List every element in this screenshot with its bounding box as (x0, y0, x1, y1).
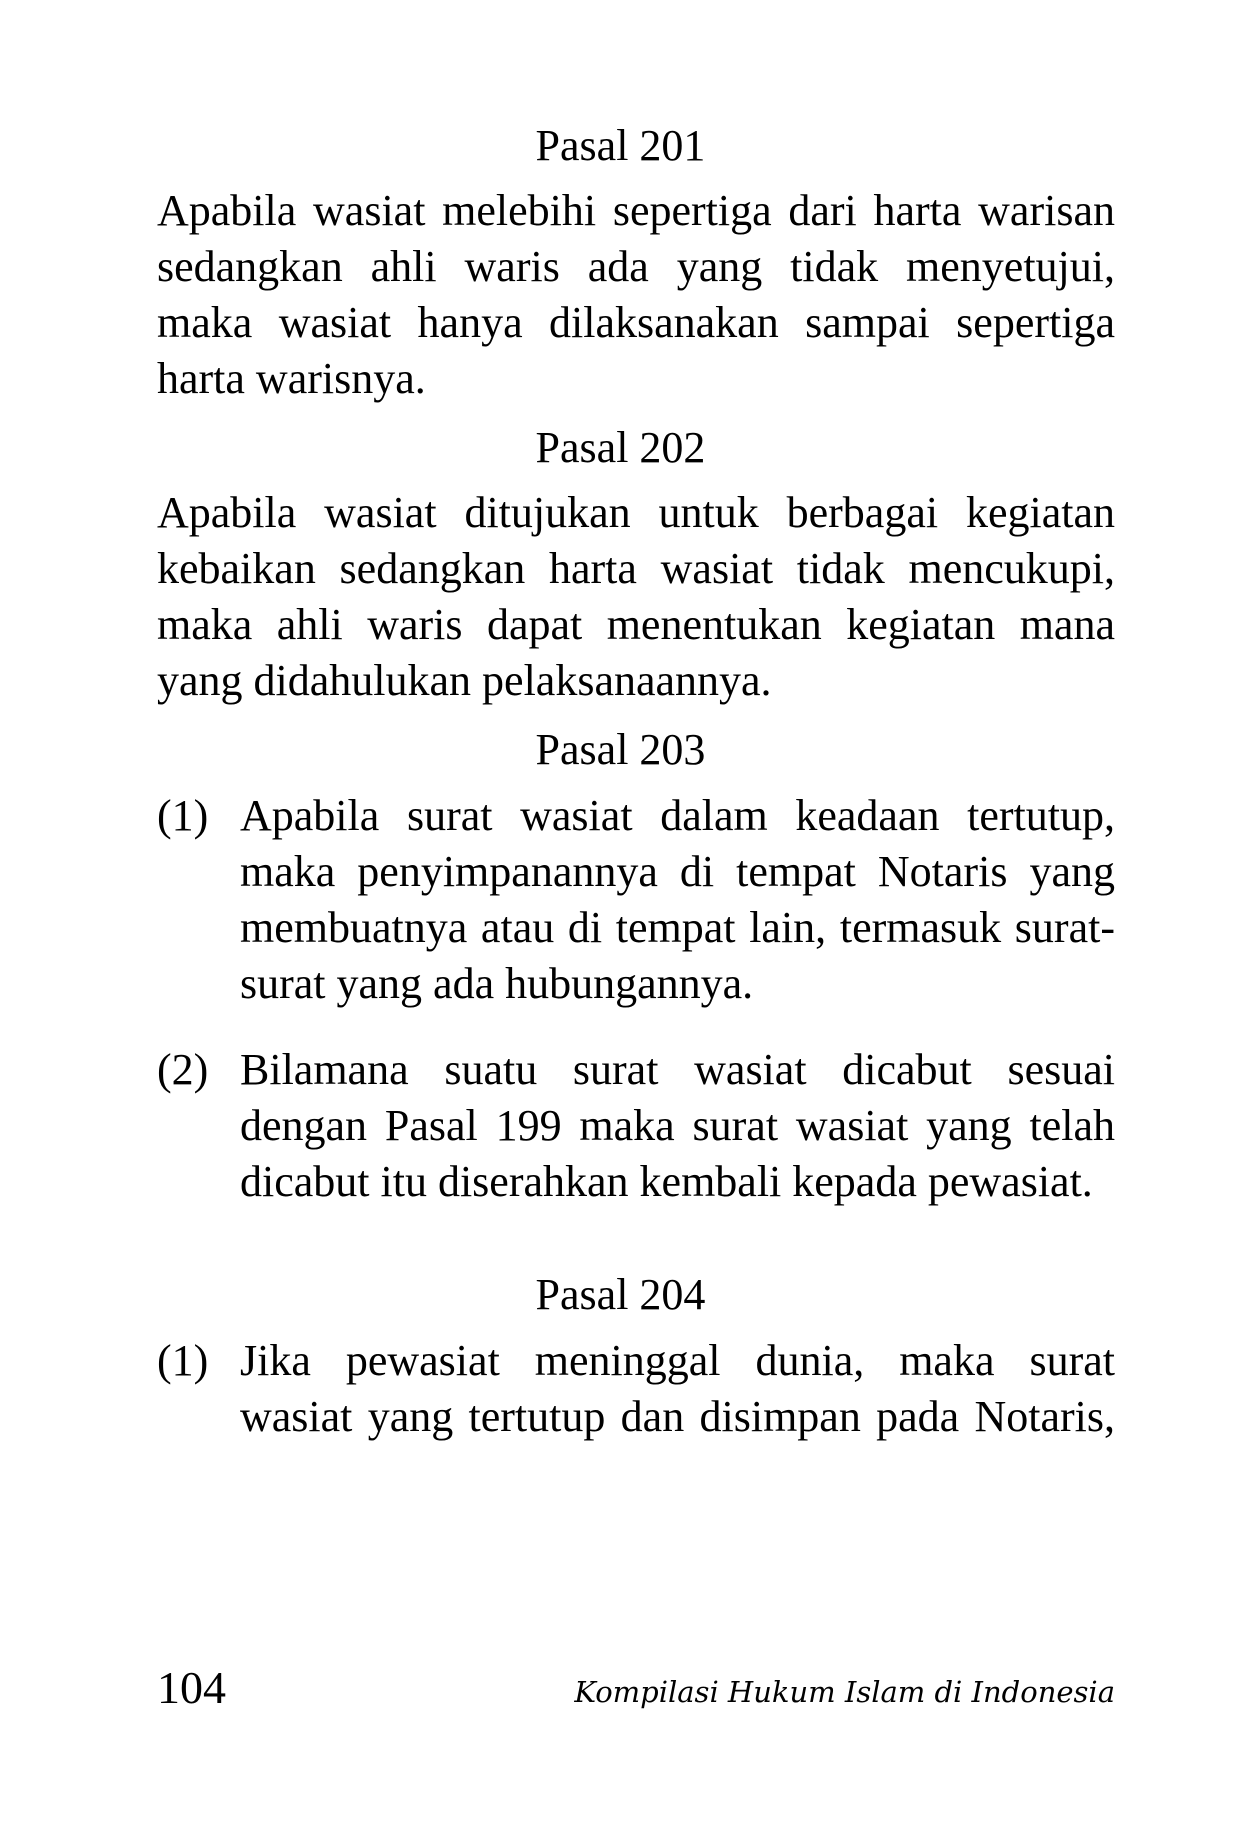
text-line: Apabila wasiat melebihi sepertiga dari harta warisan (157, 186, 1115, 235)
pasal-202-text (157, 485, 1115, 709)
text-line: wasiat yang tertutup dan disimpan pada Notaris, (240, 1392, 1115, 1441)
text-line: harta warisnya. (157, 354, 426, 403)
item-number: (2) (157, 1045, 209, 1094)
text-line: maka wasiat hanya dilaksanakan sampai sepertiga (157, 298, 1115, 347)
text-line: Apabila surat wasiat dalam keadaan tertutup, (240, 791, 1115, 840)
text-line: maka penyimpanannya di tempat Notaris yang (240, 847, 1115, 896)
text-line: Apabila wasiat ditujukan untuk berbagai kegiatan (157, 488, 1115, 537)
text-line: yang didahulukan pelaksanaannya. (157, 656, 772, 705)
text-line: dicabut itu diserahkan kembali kepada pewasiat. (240, 1157, 1093, 1206)
text-line: surat yang ada hubungannya. (240, 959, 754, 1008)
item-text (240, 1333, 1115, 1445)
item-text (240, 1042, 1115, 1210)
text-line: membuatnya atau di tempat lain, termasuk surat- (240, 903, 1115, 952)
pasal-203-heading: Pasal 203 (535, 725, 706, 774)
item-number: (1) (157, 791, 209, 840)
text-line: Bilamana suatu surat wasiat dicabut sesuai (240, 1045, 1115, 1094)
text-line: Jika pewasiat meninggal dunia, maka surat (240, 1336, 1115, 1385)
pasal-201-text (157, 183, 1115, 407)
text-line: dengan Pasal 199 maka surat wasiat yang telah (240, 1101, 1115, 1150)
page-number: 104 (157, 1662, 226, 1713)
pasal-201-heading: Pasal 201 (535, 121, 706, 170)
text-line: maka ahli waris dapat menentukan kegiatan mana (157, 600, 1115, 649)
book-title-footer: Kompilasi Hukum Islam di Indonesia (574, 1675, 1115, 1709)
item-number: (1) (157, 1336, 209, 1385)
text-line: sedangkan ahli waris ada yang tidak menyetujui, (157, 242, 1115, 291)
pasal-202-heading: Pasal 202 (535, 423, 706, 472)
item-text (240, 788, 1115, 1012)
text-line: kebaikan sedangkan harta wasiat tidak mencukupi, (157, 544, 1115, 593)
pasal-204-heading: Pasal 204 (535, 1270, 706, 1319)
